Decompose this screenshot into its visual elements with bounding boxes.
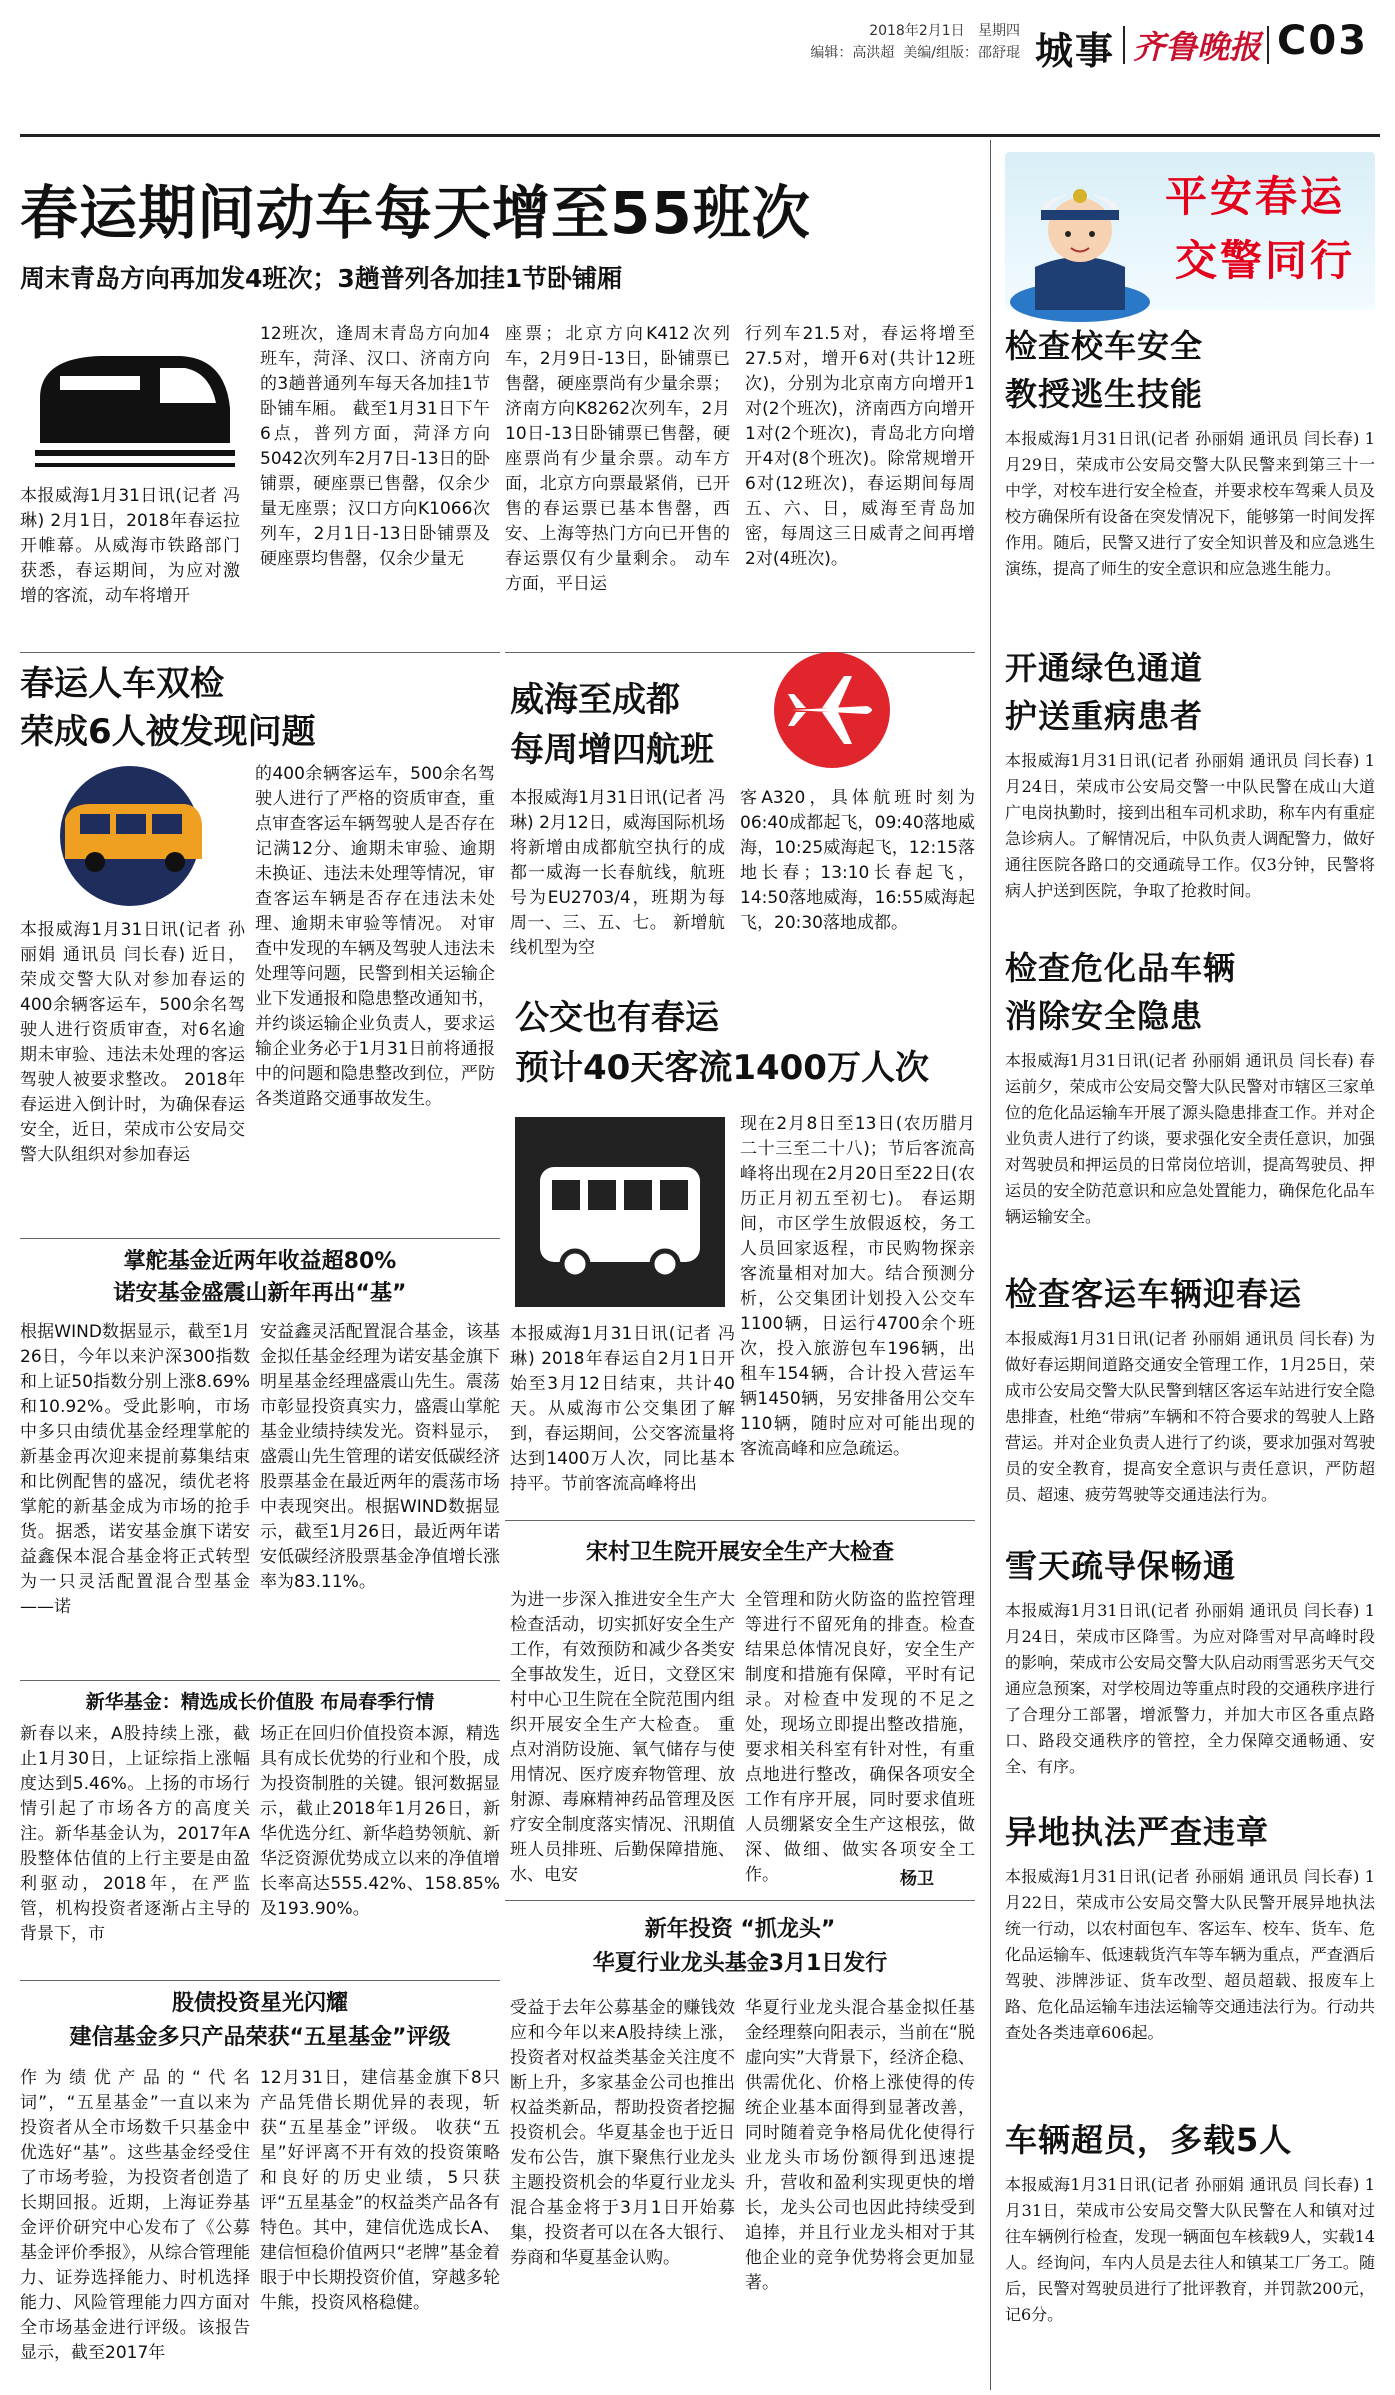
side-1-title-2: 教授逃生技能 xyxy=(1005,375,1204,413)
bus-icon xyxy=(20,764,240,909)
banner-line-2: 交警同行 xyxy=(1175,236,1356,285)
page-number: C03 xyxy=(1277,18,1369,64)
flight-headline-2: 每周增四航班 xyxy=(510,730,714,770)
bus-headline-2: 荣成6人被发现问题 xyxy=(20,712,316,752)
side-3-body: 本报威海1月31日讯(记者 孙丽娟 通讯员 闫长春) 春运前夕，荣成市公安局交警大队民警对市辖区三家单位的危化品运输车开展了源头隐患排查工作。并对企业负责人进行了约谈，要求强化安全责任意识，加强对驾驶员和押运员的日常岗位培训，提高驾驶员、押运员的安全防范意识和应急处置能力，确保危化品车辆运输安全。 xyxy=(1005,1051,1375,1226)
side-4-title: 检查客运车辆迎春运 xyxy=(1005,1275,1303,1313)
header-date: 2018年2月1日 xyxy=(869,23,965,39)
fund2-col-1: 新春以来，A股持续上涨，截止1月30日，上证综指上涨幅度达到5.46%。上扬的市场行情引起了市场各方的高度关注。新华基金认为，2017年A股整体估值的上行主要是由盈利驱动，2018年，在严监管，机构投资者逐渐占主导的背景下，市 xyxy=(20,1724,250,1944)
hospital-col-2: 全管理和防火防盗的监控管理等进行不留死角的排查。检查结果总体情况良好，安全生产制度和措施有保障，平时有记录。对检查中发现的不足之处，现场立即提出整改措施，要求相关科室有针对性，有重点地进行整改，确保各项安全工作有序开展，同时要求值班人员绷紧安全生产这根弦，做深、做细、做实各项安全工作。 xyxy=(745,1590,975,1885)
fund3-col-1: 作为绩优产品的“代名词”，“五星基金”一直以来为投资者从全市场数千只基金中优选好“基”。这些基金经受住了市场考验，为投资者创造了长期回报。近期，上海证券基金评价研究中心发布了《公募基金评价季报》，从综合管理能力、证券选择能力、时机选择能力、风险管理能力四方面对全市场基金进行评级。该报告显示，截至2017年 xyxy=(20,2068,250,2363)
fund3-headline-1: 股债投资星光闪耀 xyxy=(171,1991,348,2016)
bus-col-1: 本报威海1月31日讯(记者 孙丽娟 通讯员 闫长春) 近日，荣成交警大队对参加春运的400余辆客运车，500余名驾驶人进行资质审查，对6名逾期未审验、违法未处理的客运驾驶人被要求整改。 2018年春运进入倒计时，为确保春运安全，近日，荣成市公安局交警大队组织对参加春运 xyxy=(20,920,245,1165)
fund4-headline-2: 华夏行业龙头基金3月1日发行 xyxy=(592,1951,888,1976)
fund1-headline-2: 诺安基金盛震山新年再出“基” xyxy=(113,1281,407,1306)
transit-headline-2: 预计40天客流1400万人次 xyxy=(515,1048,929,1088)
header-meta xyxy=(640,20,1020,64)
lead-col-3: 座票；北京方向K412次列车，2月9日-13日，卧铺票已售罄，硬座票尚有少量余票；济南方向K8262次列车，2月10日-13日卧铺票已售罄，硬座票尚有少量余票。动车方面，北京方向票最紧俏，已开售的春运票已基本售罄，西安、上海等热门方向已开售的春运票仅有少量剩余。 动车方面，平日运 xyxy=(505,324,730,594)
fund1-headline-1: 掌舵基金近两年收益超80% xyxy=(123,1249,397,1274)
side-3-title-2: 消除安全隐患 xyxy=(1005,997,1204,1035)
side-3-title-1: 检查危化品车辆 xyxy=(1005,949,1237,987)
header-design: 美编/组版：邵舒琨 xyxy=(903,45,1020,61)
side-7-title: 车辆超员，多载5人 xyxy=(1005,2121,1293,2159)
banner-line-1: 平安春运 xyxy=(1165,172,1346,221)
city-bus-icon xyxy=(510,1112,730,1312)
side-2-title-2: 护送重病患者 xyxy=(1005,697,1204,735)
hospital-headline: 宋村卫生院开展安全生产大检查 xyxy=(585,1540,894,1565)
side-7-body: 本报威海1月31日讯(记者 孙丽娟 通讯员 闫长春) 1月31日，荣成市公安局交警大队民警在人和镇对过往车辆例行检查，发现一辆面包车核载9人，实载14人。经询问，车内人员是去往人和镇某工厂务工。随后，民警对驾驶员进行了批评教育，并罚款200元，记6分。 xyxy=(1005,2175,1375,2324)
side-5-body: 本报威海1月31日讯(记者 孙丽娟 通讯员 闫长春) 1月24日，荣成市区降雪。为应对降雪对早高峰时段的影响，荣成市公安局交警大队启动雨雪恶劣天气交通应急预案，对学校周边等重点时段的交通秩序进行了合理分工部署，增派警力，并加大市区各重点路口、路段交通秩序的管控，全力保障交通畅通、安全、有序。 xyxy=(1005,1601,1375,1776)
fund4-headline-1: 新年投资 “抓龙头” xyxy=(644,1917,836,1942)
bus-col-2: 的400余辆客运车，500余名驾驶人进行了严格的资质审查，重点审查客运车辆驾驶人是否存在记满12分、逾期未审验、逾期未换证、违法未处理等情况，审查客运车辆是否存在违法未处理、逾期未审验等情况。 对审查中发现的车辆及驾驶人违法未处理等问题，民警到相关运输企业下发通报和隐患整改通知书，并约谈运输企业负责人，要求运输企业务必于1月31日前将通报中的问题和隐患整改到位，严防各类道路交通事故发生。 xyxy=(255,764,495,1109)
safety-banner xyxy=(1005,152,1375,310)
fund2-col-2: 场正在回归价值投资本源，精选具有成长优势的行业和个股，成为投资制胜的关键。银河数据显示，截止2018年1月26日，新华优选分红、新华趋势领航、新华泛资源优势成立以来的净值增长率高达555.42%、158.85%及193.90%。 xyxy=(260,1724,500,1919)
side-4-body: 本报威海1月31日讯(记者 孙丽娟 通讯员 闫长春) 为做好春运期间道路交通安全管理工作，1月25日，荣成市公安局交警大队民警到辖区客运车站进行安全隐患排查，杜绝“带病”车辆和不符合要求的驾驶人上路营运。并对企业负责人进行了约谈，要求加强对驾驶员的安全教育，提高安全意识与责任意识，严防超员、超速、疲劳驾驶等交通违法行为。 xyxy=(1005,1329,1375,1504)
side-5-title: 雪天疏导保畅通 xyxy=(1005,1547,1237,1585)
lead-subheadline: 周末青岛方向再加发4班次；3趟普列各加挂1节卧铺厢 xyxy=(20,264,623,293)
transit-headline-1: 公交也有春运 xyxy=(515,998,719,1038)
column-divider xyxy=(990,140,991,2390)
lead-headline: 春运期间动车每天增至55班次 xyxy=(20,179,811,247)
side-6-body: 本报威海1月31日讯(记者 孙丽娟 通讯员 闫长春) 1月22日，荣成市公安局交警大队民警开展异地执法统一行动，以农村面包车、客运车、校车、货车、危化品运输车、低速载货汽车等车辆为重点，严查酒后驾驶、涉牌涉证、货车改型、超员超载、报废车上路、危化品运输车违法运输等交通违法行为。行动共查处各类违章606起。 xyxy=(1005,1867,1375,2042)
hospital-col-1: 为进一步深入推进安全生产大检查活动，切实抓好安全生产工作，有效预防和减少各类安全事故发生，近日，文登区宋村中心卫生院在全院范围内组织开展安全生产大检查。 重点对消防设施、氧气储存与使用情况、医疗废弃物管理、放射源、毒麻精神药品管理及医疗安全制度落实情况、汛期值班人员排班、后勤保障措施、水、电安 xyxy=(510,1590,735,1885)
fund1-col-2: 安益鑫灵活配置混合基金，该基金拟任基金经理为诺安基金旗下明星基金经理盛震山先生。震荡市彰显投资真实力，盛震山掌舵基金业绩持续发光。资料显示，盛震山先生管理的诺安低碳经济股票基金在最近两年的震荡市场中表现突出。根据WIND数据显示，截至1月26日，最近两年诺安低碳经济股票基金净值增长涨率为83.11%。 xyxy=(260,1322,500,1592)
fund4-col-1: 受益于去年公募基金的赚钱效应和今年以来A股持续上涨，投资者对权益类基金关注度不断上升，多家基金公司也推出权益类新品，帮助投资者挖掘投资机会。华夏基金也于近日发布公告，旗下聚焦行业龙头主题投资机会的华夏行业龙头混合基金将于3月1日开始募集，投资者可以在各大银行、券商和华夏基金认购。 xyxy=(510,1998,735,2268)
fund1-col-1: 根据WIND数据显示，截至1月26日，今年以来沪深300指数和上证50指数分别上涨8.69%和10.92%。受此影响，市场中多只由绩优基金经理掌舵的新基金再次迎来提前募集结束和比例配售的盛况，绩优老将掌舵的新基金成为市场的抢手货。据悉，诺安基金旗下诺安益鑫保本混合基金将正式转型为一只灵活配置混合型基金——诺 xyxy=(20,1322,250,1617)
lead-col-4: 行列车21.5对，春运将增至27.5对，增开6对(共计12班次)，分别为北京南方向增开1对(2个班次)，济南西方向增开1对(2个班次)，青岛北方向增开4对(8个班次)。除常规增开6对(12班次)，春运期间每周五、六、日，威海至青岛加密，每周这三日威青之间再增2对(4班次)。 xyxy=(745,324,975,569)
side-2-body: 本报威海1月31日讯(记者 孙丽娟 通讯员 闫长春) 1月24日，荣成市公安局交警一中队民警在成山大道广电岗执勤时，接到出租车司机求助，称车内有重症急诊病人。了解情况后，中队负责人调配警力，做好通往医院各路口的交通疏导工作。仅3分钟，民警将病人护送到医院，争取了抢救时间。 xyxy=(1005,751,1375,900)
header-editor: 编辑：高洪超 xyxy=(810,45,895,61)
transit-col-1: 本报威海1月31日讯(记者 冯琳) 2018年春运自2月1日开始至3月12日结束，共计40天。从威海市公交集团了解到，春运期间，公交客流量将达到1400万人次，同比基本持平。节前客流高峰将出 xyxy=(510,1324,735,1494)
side-6-title: 异地执法严查违章 xyxy=(1005,1813,1270,1851)
airplane-icon xyxy=(772,650,892,770)
flight-col-1: 本报威海1月31日讯(记者 冯琳) 2月12日，威海国际机场将新增由成都航空执行的成都一威海一长春航线，航班号为EU2703/4，班期为每周一、三、五、七。 新增航线机型为空 xyxy=(510,788,725,958)
lead-col-1: 本报威海1月31日讯(记者 冯琳) 2月1日，2018年春运拉开帷幕。从威海市铁路部门获悉，春运期间，为应对激增的客流，动车将增开 xyxy=(20,486,240,606)
header-rule xyxy=(20,134,1380,137)
fund4-col-2: 华夏行业龙头混合基金拟任基金经理蔡向阳表示，当前在“脱虚向实”大背景下，经济企稳、供需优化、价格上涨使得的传统企业基本面得到显著改善，同时随着竞争格局优化使得行业龙头市场份额得到迅速提升，营收和盈利实现更快的增长，龙头公司也因此持续受到追捧，并且行业龙头相对于其他企业的竞争优势将会更加显著。 xyxy=(745,1998,975,2293)
side-1-title-1: 检查校车安全 xyxy=(1005,327,1204,365)
section-name: 城事 xyxy=(1035,29,1116,73)
fund3-headline-2: 建信基金多只产品荣获“五星基金”评级 xyxy=(69,2025,451,2050)
flight-headline-1: 威海至成都 xyxy=(510,680,680,720)
side-2-title-1: 开通绿色通道 xyxy=(1005,649,1204,687)
traffic-police-illustration xyxy=(1005,152,1155,310)
train-icon xyxy=(20,318,245,478)
fund2-headline: 新华基金：精选成长价值股 布局春季行情 xyxy=(85,1691,435,1713)
side-1-body: 本报威海1月31日讯(记者 孙丽娟 通讯员 闫长春) 1月29日，荣成市公安局交警大队民警来到第三十一中学，对校车进行安全检查，并要求校车驾乘人员及校方确保所有设备在突发情况下，能够第一时间发挥作用。随后，民警又进行了安全知识普及和应急逃生演练，提高了师生的安全意识和应急逃生能力。 xyxy=(1005,429,1375,578)
hospital-author: 杨卫 xyxy=(900,1869,934,1889)
bus-headline-1: 春运人车双检 xyxy=(20,664,224,704)
lead-col-2: 12班次，逢周末青岛方向加4班车，菏泽、汉口、济南方向的3趟普通列车每天各加挂1节卧铺车厢。 截至1月31日下午6点，普列方面，菏泽方向5042次列车2月7日-13日的卧铺票，硬座票已售罄，仅余少量无座票；汉口方向K1066次列车，2月1日-13日卧铺票及硬座票均售罄，仅余少量无 xyxy=(260,324,490,569)
transit-col-2: 现在2月8日至13日(农历腊月二十三至二十八)；节后客流高峰将出现在2月20日至22日(农历正月初五至初七)。 春运期间，市区学生放假返校，务工人员回家返程，市民购物探亲客流量相对加大。结合预测分析，公交集团计划投入公交车1100辆，日运行4700余个班次，投入旅游包车196辆，出租车154辆，合计投入营运车辆1450辆，另安排备用公交车110辆，随时应对可能出现的客流高峰和应急疏运。 xyxy=(740,1114,975,1459)
flight-col-2: 客A320，具体航班时刻为06:40成都起飞，09:40落地威海，10:25威海起飞，12:15落地长春；13:10长春起飞，14:50落地威海，16:55威海起飞，20:30落地成都。 xyxy=(740,788,975,933)
paper-logo: 齐鲁晚报 xyxy=(1133,28,1262,66)
header-weekday: 星期四 xyxy=(978,23,1020,39)
fund3-col-2: 12月31日，建信基金旗下8只产品凭借长期优异的表现，斩获“五星基金”评级。 收获“五星”好评离不开有效的投资策略和良好的历史业绩，5只获评“五星基金”的权益类产品各有特色。其中，建信优选成长A、建信恒稳价值两只“老牌”基金着眼于中长期投资价值，穿越多轮牛熊，投资风格稳健。 xyxy=(260,2068,500,2313)
